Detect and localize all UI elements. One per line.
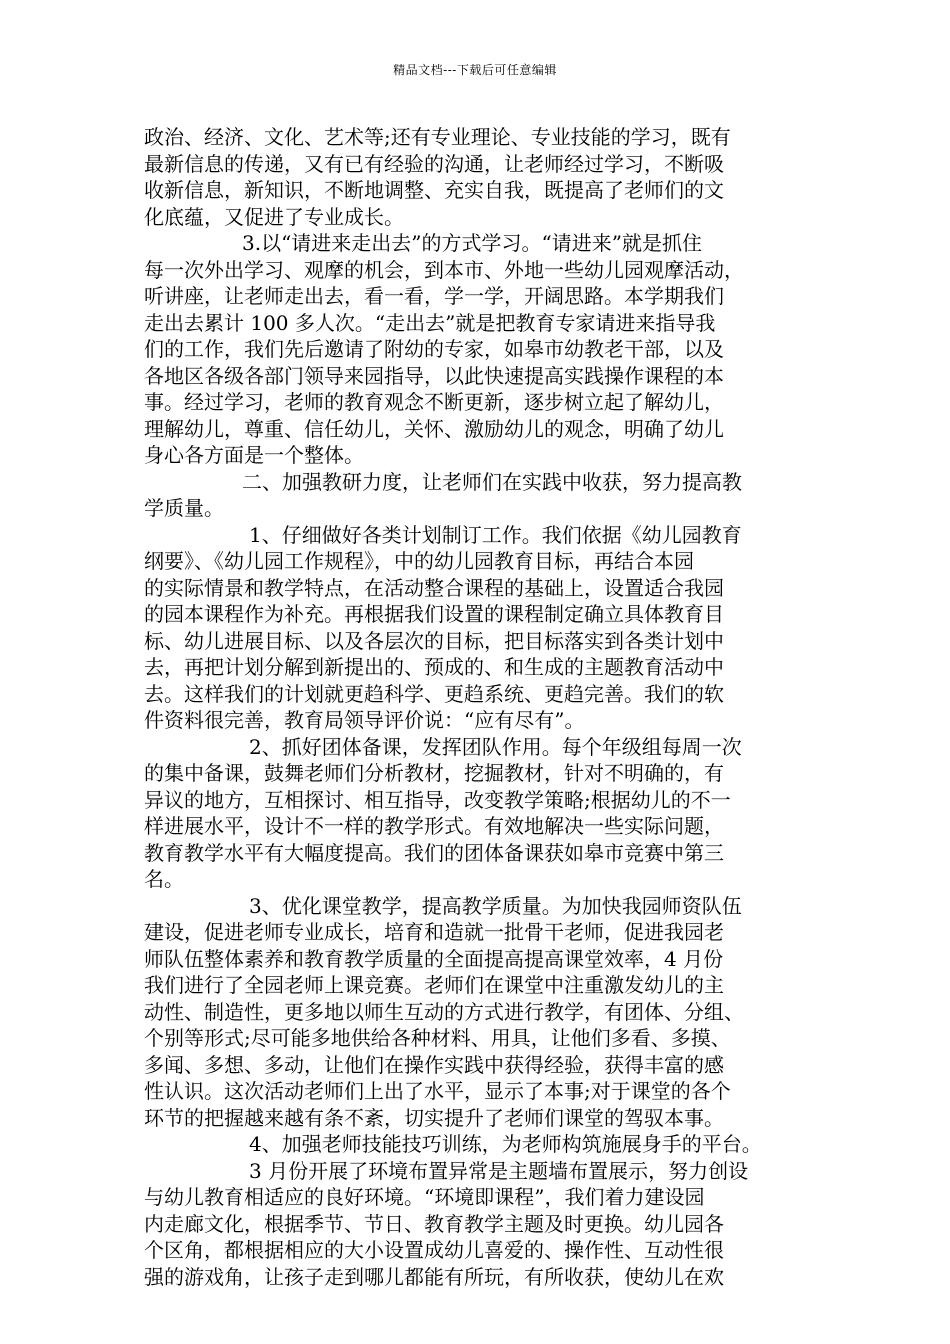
text-line: 我们进行了全园老师上课竞赛。老师们在课堂中注重激发幼儿的主: [144, 973, 724, 997]
text-line: 样进展水平，设计不一样的教学形式。有效地解决一些实际问题，: [144, 814, 724, 838]
text-line: 最新信息的传递，又有已有经验的沟通，让老师经过学习，不断吸: [144, 151, 724, 176]
text-line: 们的工作，我们先后邀请了附幼的专家，如皋市幼教老干部，以及: [144, 337, 724, 361]
text-line: 听讲座，让老师走出去，看一看，学一学，开阔思路。本学期我们: [144, 284, 724, 308]
document-body: [144, 124, 812, 1290]
paragraph-start-line: 4、加强老师技能技巧训练，为老师构筑施展身手的平台。: [249, 1132, 762, 1156]
paragraph-start-line: 2、抓好团体备课，发挥团队作用。每个年级组每周一次: [249, 734, 742, 759]
text-line: 学质量。: [144, 496, 224, 520]
paragraph-start-line: 1、仔细做好各类计划制订工作。我们依据《幼儿园教育: [249, 522, 742, 547]
text-line: 个区角，都根据相应的大小设置成幼儿喜爱的、操作性、互动性很: [144, 1238, 724, 1262]
page-header: 精品文档---下载后可任意编辑: [393, 63, 557, 77]
text-line: 件资料很完善，教育局领导评价说：“应有尽有”。: [144, 708, 585, 732]
text-line: 政治、经济、文化、艺术等;还有专业理论、专业技能的学习，既有: [144, 125, 731, 149]
text-line: 标、幼儿进展目标、以及各层次的目标，把目标落实到各类计划中: [144, 628, 724, 653]
text-line: 性认识。这次活动老师们上出了水平，显示了本事;对于课堂的各个: [144, 1079, 731, 1103]
text-line: 的集中备课，鼓舞老师们分析教材，挖掘教材，针对不明确的，有: [144, 761, 724, 785]
text-line: 强的游戏角，让孩子走到哪儿都能有所玩，有所收获，使幼儿在欢: [144, 1264, 724, 1289]
text-line: 教育教学水平有大幅度提高。我们的团体备课获如皋市竞赛中第三: [144, 840, 724, 865]
paragraph-start-line: 3、优化课堂教学，提高教学质量。为加快我园师资队伍: [249, 893, 742, 918]
section-heading-line: 二、加强教研力度，让老师们在实践中收获，努力提高教: [242, 469, 742, 494]
text-line: 事。经过学习，老师的教育观念不断更新，逐步树立起了解幼儿，: [144, 390, 724, 414]
text-line: 的实际情景和教学特点，在活动整合课程的基础上，设置适合我园: [144, 575, 724, 600]
text-line: 收新信息，新知识，不断地调整、充实自我，既提高了老师们的文: [144, 178, 724, 202]
text-line: 内走廊文化，根据季节、节日、教育教学主题及时更换。幼儿园各: [144, 1211, 724, 1236]
text-line: 走出去累计 100 多人次。“走出去”就是把教育专家请进来指导我: [144, 310, 716, 335]
text-line: 与幼儿教育相适应的良好环境。“环境即课程”，我们着力建设园: [144, 1185, 705, 1209]
text-line: 去。这样我们的计划就更趋科学、更趋系统、更趋完善。我们的软: [144, 681, 724, 706]
paragraph-start-line: 3 月份开展了环境布置异常是主题墙布置展示，努力创设: [249, 1158, 749, 1183]
text-line: 建设，促进老师专业成长，培育和造就一批骨干老师，促进我园老: [144, 920, 724, 944]
text-line: 个别等形式;尽可能多地供给各种材料、用具，让他们多看、多摸、: [144, 1026, 731, 1050]
text-line: 动性、制造性，更多地以师生互动的方式进行教学，有团体、分组、: [144, 999, 744, 1024]
text-line: 名。: [144, 867, 184, 891]
text-line: 去，再把计划分解到新提出的、预成的、和生成的主题教育活动中: [144, 655, 724, 679]
text-line: 化底蕴，又促进了专业成长。: [144, 204, 404, 229]
text-line: 的园本课程作为补充。再根据我们设置的课程制定确立具体教育目: [144, 602, 724, 626]
text-line: 环节的把握越来越有条不紊，切实提升了老师们课堂的驾驭本事。: [144, 1105, 724, 1130]
text-line: 异议的地方，互相探讨、相互指导，改变教学策略;根据幼儿的不一: [144, 787, 731, 812]
text-line: 纲要》、《幼儿园工作规程》，中的幼儿园教育目标，再结合本园: [144, 549, 694, 573]
text-line: 理解幼儿，尊重、信任幼儿，关怀、激励幼儿的观念，明确了幼儿: [144, 416, 724, 441]
paragraph-start-line: 3.以“请进来走出去”的方式学习。“请进来”就是抓住: [242, 231, 702, 255]
text-line: 每一次外出学习、观摩的机会，到本市、外地一些幼儿园观摩活动，: [144, 257, 744, 282]
text-line: 身心各方面是一个整体。: [144, 443, 364, 467]
text-line: 多闻、多想、多动，让他们在操作实践中获得经验，获得丰富的感: [144, 1052, 724, 1077]
text-line: 各地区各级各部门领导来园指导，以此快速提高实践操作课程的本: [144, 363, 724, 388]
text-line: 师队伍整体素养和教育教学质量的全面提高提高课堂效率，4 月份: [144, 946, 724, 971]
